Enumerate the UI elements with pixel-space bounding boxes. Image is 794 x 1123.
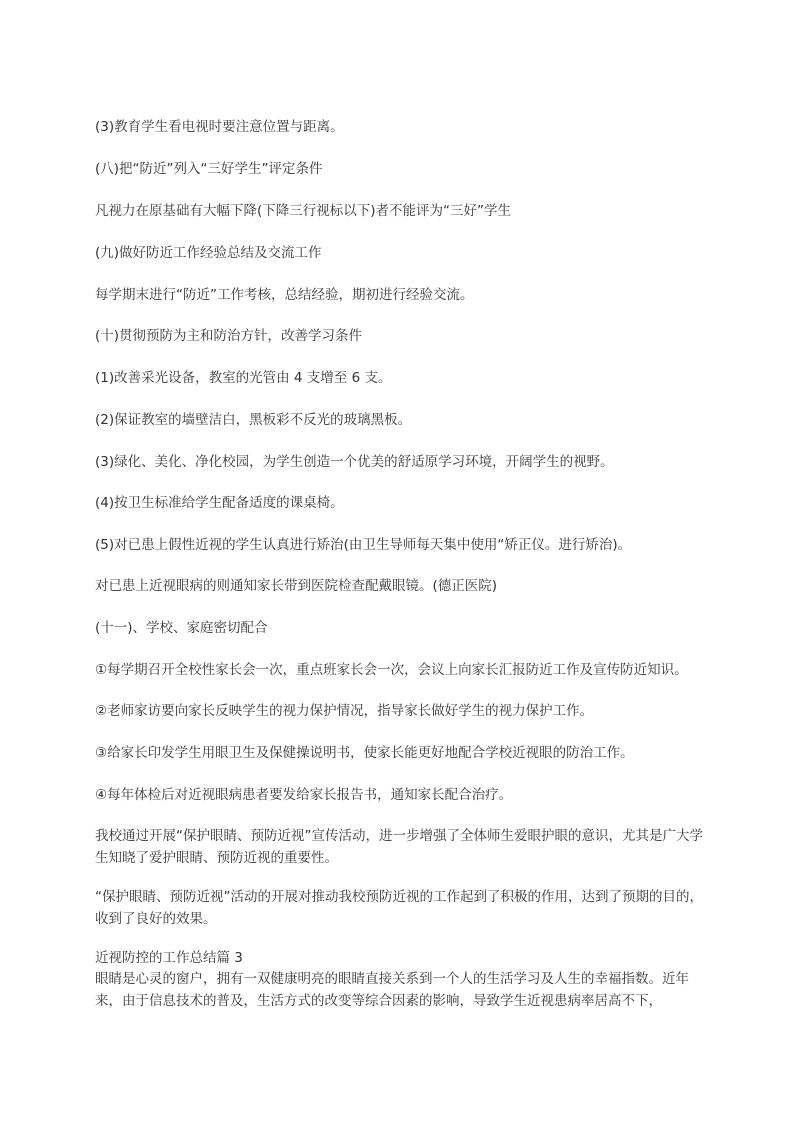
intro-paragraph: 眼睛是心灵的窗户，拥有一双健康明亮的眼睛直接关系到一个人的生活学习及人生的幸福指数。近年来，由于信息技术的普及，生活方式的改变等综合因素的影响，导致学生近视患病率居高不下， <box>95 971 689 1009</box>
paragraph-3: 每学期末进行“防近”工作考核，总结经验，期初进行经验交流。 <box>95 287 474 303</box>
summary-paragraph-1: 我校通过开展“保护眼睛、预防近视”宣传活动，进一步增强了全体师生爱眼护眼的意识，尤其是广大学生知晓了爱护眼睛、预防近视的重要性。 <box>95 828 703 866</box>
summary-paragraph-2: “保护眼睛、预防近视”活动的开展对推动我校预防近视的工作起到了积极的作用，达到了预期的目的，收到了良好的效果。 <box>95 889 703 927</box>
list-item-1: (1)改善采光设备，教室的光管由 4 支增至 6 支。 <box>95 370 392 386</box>
circled-item-2: ②老师家访要向家长反映学生的视力保护情况，指导家长做好学生的视力保护工作。 <box>95 703 594 719</box>
section-heading-11: (十一)、学校、家庭密切配合 <box>95 620 268 636</box>
paragraph-4: 对已患上近视眼病的则通知家长带到医院检查配戴眼镜。(德正医院) <box>95 578 498 594</box>
circled-item-4: ④每年体检后对近视眼病患者要发给家长报告书，通知家长配合治疗。 <box>95 787 513 803</box>
list-item-2: (2)保证教室的墙壁洁白，黑板彩不反光的玻璃黑板。 <box>95 412 412 428</box>
circled-item-3: ③给家长印发学生用眼卫生及保健操说明书，使家长能更好地配合学校近视眼的防治工作。 <box>95 745 634 761</box>
paragraph-2: 凡视力在原基础有大幅下降(下降三行视标以下)者不能评为“三好”学生 <box>95 203 512 219</box>
article-heading: 近视防控的工作总结篇 3 <box>95 950 243 966</box>
paragraph-1: (3)教育学生看电视时要注意位置与距离。 <box>95 119 344 135</box>
section-heading-9: (九)做好防近工作经验总结及交流工作 <box>95 245 322 261</box>
list-item-3: (3)绿化、美化、净化校园，为学生创造一个优美的舒适原学习环境，开阔学生的视野。 <box>95 454 614 470</box>
section-heading-8: (八)把“防近”列入“三好学生”评定条件 <box>95 161 323 177</box>
list-item-5: (5)对已患上假性近视的学生认真进行矫治(由卫生导师每天集中使用“矫正仪。进行矫治)。 <box>95 537 632 553</box>
list-item-4: (4)按卫生标准给学生配备适度的课桌椅。 <box>95 495 344 511</box>
section-heading-10: (十)贯彻预防为主和防治方针，改善学习条件 <box>95 328 363 344</box>
circled-item-1: ①每学期召开全校性家长会一次，重点班家长会一次，会议上向家长汇报防近工作及宣传防近知识。 <box>95 662 688 678</box>
